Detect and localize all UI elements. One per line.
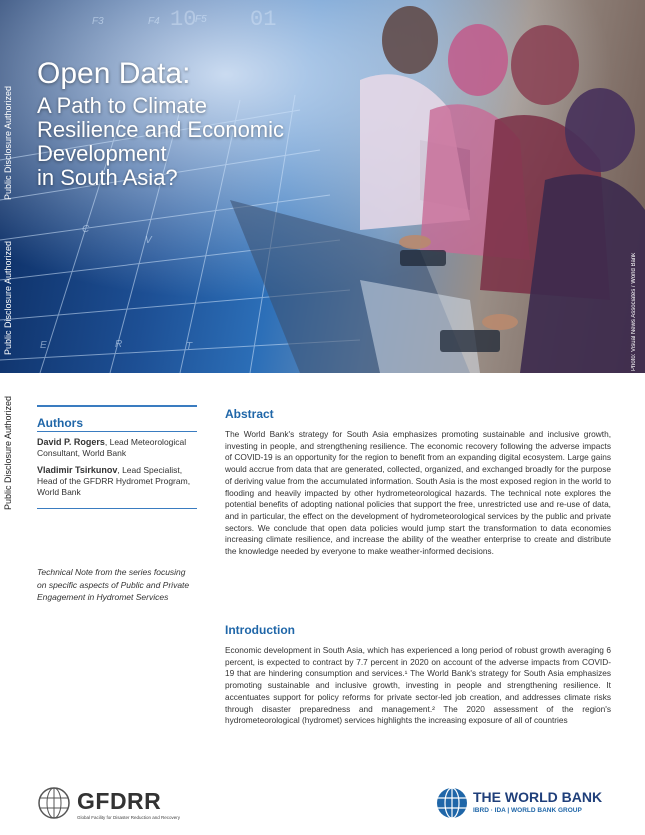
svg-text:E: E bbox=[40, 340, 47, 351]
disclosure-label-top: Public Disclosure Authorized bbox=[3, 85, 13, 200]
authors-heading: Authors bbox=[37, 416, 83, 430]
authors-top-rule bbox=[37, 405, 197, 407]
title-line-1: Open Data: bbox=[37, 57, 191, 90]
globe-icon bbox=[37, 786, 71, 820]
world-bank-name: THE WORLD BANK bbox=[473, 789, 603, 805]
series-note: Technical Note from the series focusing on specific aspects of Public and Private Engagement in Hydromet Services bbox=[37, 567, 190, 602]
author-name: David P. Rogers bbox=[37, 437, 105, 447]
abstract-heading: Abstract bbox=[225, 407, 274, 421]
photo-credit: Photo: Visual News Associates / World Bank bbox=[631, 252, 637, 371]
author-entry bbox=[37, 437, 202, 459]
svg-text:F4: F4 bbox=[148, 16, 160, 27]
title-line-5: in South Asia? bbox=[37, 164, 178, 190]
author-role: , Lead Specialist, Head of the GFDRR Hydromet Program, World Bank bbox=[37, 465, 191, 497]
world-bank-logo bbox=[435, 784, 630, 824]
title-line-4: Development bbox=[37, 140, 167, 166]
author-role: , Lead Meteorological Consultant, World Bank bbox=[37, 437, 187, 458]
introduction-heading: Introduction bbox=[225, 623, 295, 637]
hero-banner bbox=[0, 0, 645, 373]
svg-text:10: 10 bbox=[170, 7, 197, 32]
gfdrr-logo bbox=[37, 784, 207, 828]
svg-text:T: T bbox=[186, 341, 193, 352]
world-bank-subtitle: IBRD · IDA | WORLD BANK GROUP bbox=[473, 807, 582, 814]
gfdrr-subtitle: Global Facility for Disaster Reduction and Recovery bbox=[77, 815, 181, 820]
svg-text:V: V bbox=[145, 235, 152, 246]
svg-text:F5: F5 bbox=[195, 14, 207, 25]
gfdrr-name: GFDRR bbox=[77, 788, 162, 814]
abstract-body: The World Bank's strategy for South Asia emphasizes promoting sustainable and inclusive growth, investing in people, and strengthening resilience. The economic recovery following the adverse impacts of COVID-19 is an opportunity for the region to benefit from an expanding digital ecosystem. Large gains would accrue from data that are generated, collected, organized, and exchanged broadly for the purpose of deriving value from the accumulated information. South Asia is the most exposed region in the world to flooding and heavily impacted by other hydrometeorological hazards. The technical note explores the potential benefits of adopting national policies that support the free, unrestricted use and re-use of data, and in particular, the effect on the development of hydrometeorological services by the public and private sectors. We conclude that open data policies would jump start the transformation to data economies increasing climate resilience, and increase the ability of the weather enterprise to create and distribute the knowledge needed by everyone to make weather-informed decisions. bbox=[225, 429, 611, 557]
svg-text:C: C bbox=[82, 224, 90, 235]
author-name: Vladimir Tsirkunov bbox=[37, 465, 118, 475]
introduction-body: Economic development in South Asia, which has experienced a long period of robust growth averaging 6 percent, is expected to contract by 7.7 percent in 2020 on account of the adverse impacts from COVID-19 that are hindering consumption and services.¹ The World Bank's strategy for South Asia emphasizes promoting sustainable and inclusive growth, investing in people and strengthening resilience. It accentuates support for policy reforms for private sector-led job creation, and addresses climate risks through disaster preparedness and management.² The 2020 assessment of the region's hydrometeorological (hydromet) services highlights the increasing exposure of all of countries bbox=[225, 645, 611, 726]
author-entry bbox=[37, 465, 202, 498]
world-bank-globe-icon bbox=[435, 786, 469, 820]
disclosure-label-mid: Public Disclosure Authorized bbox=[3, 240, 13, 355]
title-line-3: Resilience and Economic bbox=[37, 117, 285, 143]
svg-text:F3: F3 bbox=[92, 16, 104, 27]
svg-text:R: R bbox=[115, 339, 123, 350]
svg-text:01: 01 bbox=[250, 7, 277, 32]
authors-bottom-rule bbox=[37, 508, 197, 509]
authors-heading-rule bbox=[37, 431, 197, 432]
document-title bbox=[37, 58, 284, 189]
disclosure-label-lower: Public Disclosure Authorized bbox=[3, 395, 13, 510]
title-line-2: A Path to Climate bbox=[37, 93, 207, 119]
